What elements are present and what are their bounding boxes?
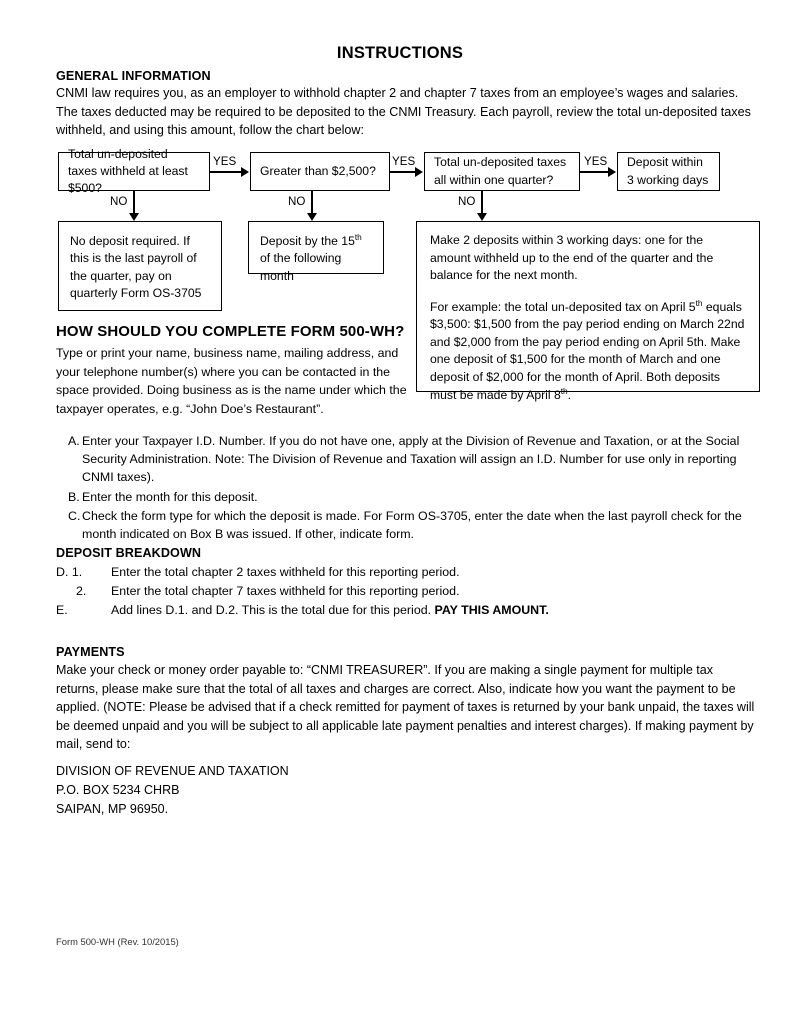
deposit-breakdown-text: Enter the total chapter 2 taxes withheld for this reporting period. [111, 565, 460, 579]
flow-label-yes-3: YES [584, 155, 608, 168]
flow-connector-yes-2 [390, 171, 416, 173]
two-deposits-text-c: . [567, 387, 572, 402]
deposit-breakdown-text: Add lines D.1. and D.2. This is the total due for this period. [111, 603, 435, 618]
flow-outcome-two-deposits-paragraph-2 [430, 299, 746, 404]
list-item-marker: C. [68, 508, 81, 523]
flow-outcome-deposit-by-15th [248, 221, 384, 283]
deposit-breakdown-heading: DEPOSIT BREAKDOWN [56, 546, 202, 560]
mailing-address-line-2: P.O. BOX 5234 CHRB [56, 783, 180, 797]
deposit-breakdown-marker: 2. [76, 584, 87, 599]
flow-arrowhead-no-3 [477, 213, 487, 221]
two-deposits-text-b: equals $3,500: $1,500 from the pay period ending on March 22nd and $2,000 from the pay period ending on April 5th. Make one deposit of $1,500 for the month of March and one deposit of $2,000 for the month of April. Both deposits must be made by April 8 [430, 299, 745, 402]
mailing-address-line-1: DIVISION OF REVENUE AND TAXATION [56, 764, 289, 778]
two-deposits-ordinal-2: th [560, 385, 568, 396]
flow-label-no-3: NO [458, 195, 476, 208]
deposit-breakdown-text: Enter the total chapter 7 taxes withheld for this reporting period. [111, 584, 460, 599]
deposit-breakdown-marker: D. 1. [56, 565, 83, 579]
flow-arrowhead-yes-2 [415, 167, 423, 177]
page-title: INSTRUCTIONS [336, 44, 464, 62]
flow-outcome-deposit-by-15th-label [260, 231, 362, 283]
flow-outcome-no-deposit-required-label: No deposit required. If this is the last payroll of the quarter, pay on quarterly Form OS-3705 [70, 234, 202, 300]
deposit-15th-text-a: Deposit by the 15 [260, 234, 355, 248]
flow-arrowhead-yes-1 [241, 167, 249, 177]
flow-decision-box-2 [250, 152, 390, 191]
deposit-breakdown-row [56, 601, 756, 620]
flow-connector-yes-1 [210, 171, 242, 173]
payments-paragraph: Make your check or money order payable to: “CNMI TREASURER”. If you are making a single payment for multiple tax returns, please make sure that the total of all taxes and charges are correct. Also, indicate how you want the payment to be applied. (NOTE: Please be advised that if a check remitted for payment of taxes is returned by your bank unpaid, the taxes will be deemed unpaid and you will be subject to all applicable late payment penalties and interest charges). If making payment by mail, send to: [56, 663, 755, 751]
list-item-text: Enter the month for this deposit. [82, 489, 258, 504]
deposit-breakdown-text-wrap [111, 601, 549, 620]
payments-section [56, 645, 756, 754]
flow-arrowhead-no-1 [129, 213, 139, 221]
list-item-marker: B. [68, 489, 80, 504]
how-to-complete-section [56, 323, 408, 418]
deposit-breakdown-marker: E. [56, 603, 68, 618]
flow-connector-no-3 [481, 191, 483, 215]
flow-connector-yes-3 [580, 171, 609, 173]
list-item-marker: A. [68, 434, 80, 448]
flow-outcome-two-deposits-paragraph-1: Make 2 deposits within 3 working days: one for the amount withheld up to the end of the quarter and the balance for the next month. [430, 233, 714, 283]
two-deposits-ordinal-1: th [695, 297, 703, 308]
flow-label-yes-2: YES [392, 155, 416, 168]
list-item [56, 507, 756, 543]
flow-connector-no-1 [133, 191, 135, 215]
flow-arrowhead-yes-3 [608, 167, 616, 177]
flow-label-no-2: NO [288, 195, 306, 208]
how-to-complete-heading: HOW SHOULD YOU COMPLETE FORM 500-WH? [56, 323, 405, 340]
list-item [56, 432, 756, 487]
general-information-paragraph: CNMI law requires you, as an employer to withhold chapter 2 and chapter 7 taxes from an employee’s wages and salaries. The taxes deducted may be required to be deposited to the CNMI Treasury. Each payroll, review the total un-deposited taxes withheld, and using this amount, follow the chart below: [56, 86, 751, 137]
deposit-breakdown-row [56, 563, 756, 582]
general-information-heading: GENERAL INFORMATION [56, 69, 211, 83]
list-item [56, 488, 756, 506]
how-to-complete-paragraph: Type or print your name, business name, mailing address, and your telephone number(s) where you can be contacted in the space provided. Doing business as is the name under which the taxpayer operates, e.g. “John Doe’s Restaurant”. [56, 346, 407, 416]
flow-connector-no-2 [311, 191, 313, 215]
deposit-15th-ordinal: th [354, 231, 362, 242]
deposit-15th-text-b: of the following month [260, 251, 342, 283]
list-item-text: Enter your Taxpayer I.D. Number. If you do not have one, apply at the Division of Revenue and Taxation, or at the Social Security Administration. Note: The Division of Revenue and Taxation will assign an I.D. Number for use only in reporting CNMI taxes). [82, 434, 740, 485]
flow-arrowhead-no-2 [307, 213, 317, 221]
flow-decision-box-3-label: Total un-deposited taxes all within one quarter? [434, 155, 567, 187]
deposit-breakdown-row [56, 582, 756, 601]
flow-decision-box-3 [424, 152, 580, 191]
flow-decision-box-1 [58, 146, 210, 196]
list-item-text: Check the form type for which the deposit is made. For Form OS-3705, enter the date when the last payroll check for the month indicated on Box B was issued. If other, indicate form. [82, 508, 742, 542]
flow-decision-box-1-label: Total un-deposited taxes withheld at least $500? [68, 146, 188, 196]
two-deposits-text-a: For example: the total un-deposited tax on April 5 [430, 299, 696, 314]
pay-this-amount-emphasis: PAY THIS AMOUNT. [434, 603, 549, 618]
flow-outcome-no-deposit-required [58, 221, 222, 311]
flow-label-yes-1: YES [213, 155, 237, 168]
flow-outcome-deposit-3-days-label: Deposit within 3 working days [627, 155, 709, 187]
flow-decision-box-2-label: Greater than $2,500? [260, 163, 376, 178]
instructions-list [56, 432, 756, 544]
form-revision-footer: Form 500-WH (Rev. 10/2015) [56, 936, 179, 947]
payments-heading: PAYMENTS [56, 645, 125, 659]
mailing-address-line-3: SAIPAN, MP 96950. [56, 802, 169, 816]
flow-outcome-deposit-3-days [617, 152, 720, 191]
flow-label-no-1: NO [110, 195, 128, 208]
mailing-address-block [56, 762, 456, 819]
flow-outcome-two-deposits [416, 221, 760, 402]
deposit-breakdown-section [56, 546, 756, 621]
